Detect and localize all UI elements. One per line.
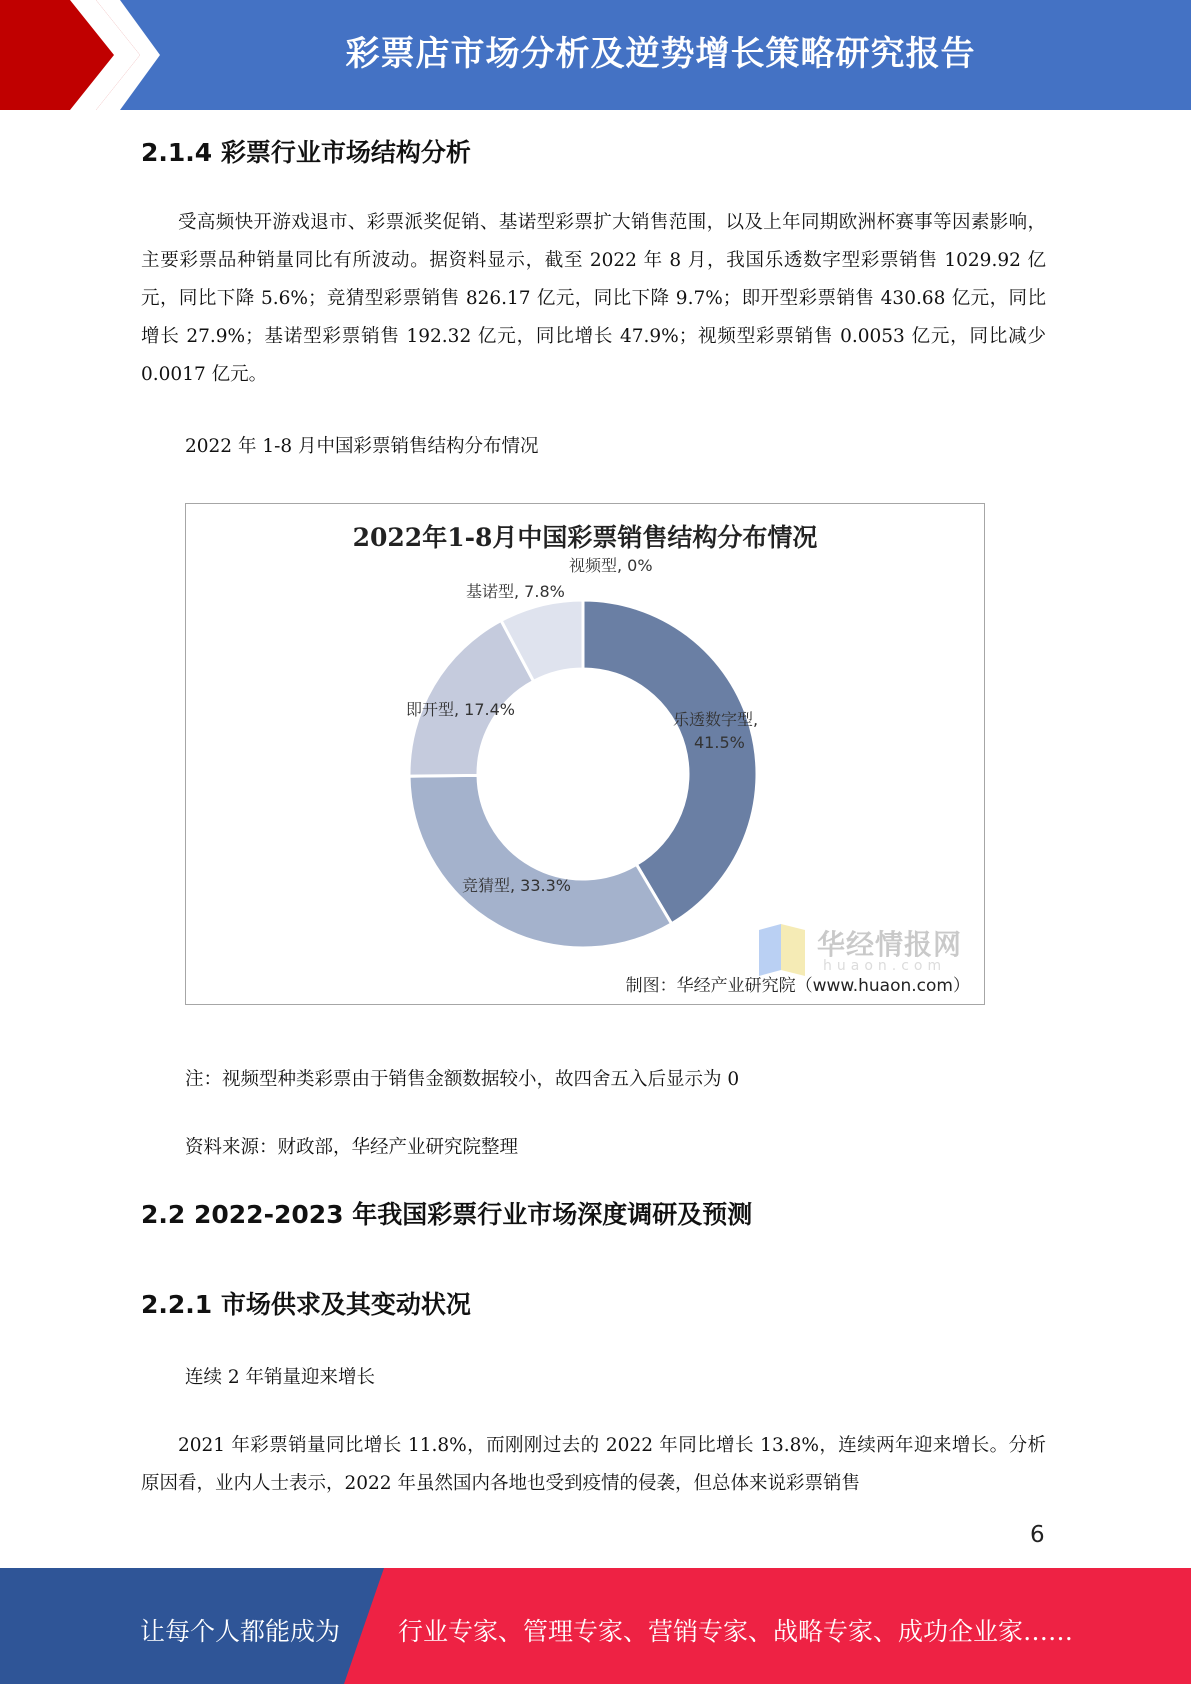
report-title: 彩票店市场分析及逆势增长策略研究报告 — [345, 34, 976, 74]
label-keno: 基诺型, 7.8% — [466, 582, 565, 601]
section-heading-2-2: 2.2 2022-2023 年我国彩票行业市场深度调研及预测 — [141, 1200, 753, 1229]
label-video: 视频型, 0% — [569, 556, 653, 575]
section-heading-2-1-4: 2.1.4 彩票行业市场结构分析 — [141, 138, 471, 167]
label-instant: 即开型, 17.4% — [406, 700, 516, 719]
watermark-name: 华经情报网 — [817, 928, 963, 961]
section-2-1-4-paragraph: 受高频快开游戏退市、彩票派奖促销、基诺型彩票扩大销售范围，以及上年同期欧洲杯赛事等因素影响，主要彩票品种销量同比有所波动。据资料显示，截至 2022 年 8 月，我国乐透数字型彩票销售 1029.92 亿元，同比下降 5.6%；竞猜型彩票销售 826.17 亿元，同比下降 9.7%；即开型彩票销售 430.68 亿元，同比增长 27.9%；基诺型彩票销售 192.32 亿元，同比增长 47.9%；视频型彩票销售 0.0053 亿元，同比减少 0.0017 亿元。 — [141, 212, 1046, 385]
section-heading-2-2-1: 2.2.1 市场供求及其变动状况 — [141, 1290, 471, 1319]
watermark-logo-icon — [759, 924, 807, 976]
data-source: 资料来源：财政部，华经产业研究院整理 — [185, 1137, 519, 1158]
section-subheading: 连续 2 年销量迎来增长 — [185, 1367, 376, 1388]
chart-title: 2022年1-8月中国彩票销售结构分布情况 — [352, 523, 818, 552]
donut-chart — [185, 503, 985, 1005]
watermark-domain: huaon.com — [823, 958, 947, 974]
label-lotto-value: 41.5% — [694, 733, 745, 752]
chart-note: 注：视频型种类彩票由于销售金额数据较小，故四舍五入后显示为 0 — [185, 1069, 740, 1090]
section-2-2-1-paragraph: 2021 年彩票销量同比增长 11.8%，而刚刚过去的 2022 年同比增长 13.8%，连续两年迎来增长。分析原因看，业内人士表示，2022 年虽然国内各地也受到疫情的侵袭，但总体来说彩票销售 — [141, 1435, 1046, 1494]
header-banner — [0, 0, 1191, 110]
label-quiz: 竞猜型, 33.3% — [462, 876, 572, 895]
page-number: 6 — [1030, 1522, 1045, 1548]
label-lotto: 乐透数字型, — [673, 710, 759, 729]
footer-banner — [0, 1568, 1191, 1684]
donut-slice-1 — [409, 775, 672, 948]
footer-slogan-left: 让每个人都能成为 — [140, 1617, 341, 1646]
chart-caption: 2022 年 1-8 月中国彩票销售结构分布情况 — [185, 436, 539, 457]
chart-credit: 制图：华经产业研究院（www.huaon.com） — [625, 976, 970, 996]
footer-slogan-right: 行业专家、管理专家、营销专家、战略专家、成功企业家…… — [398, 1617, 1074, 1646]
